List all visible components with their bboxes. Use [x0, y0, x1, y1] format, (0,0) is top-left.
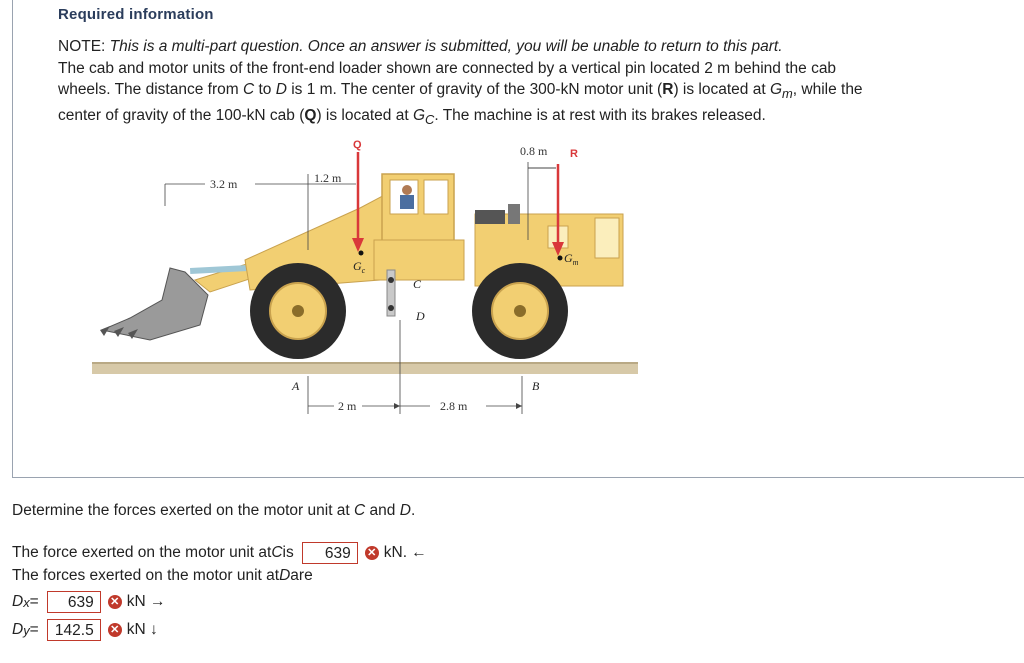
note-sub: m	[782, 86, 793, 102]
note-text: center of gravity of the 100-kN cab (	[58, 106, 305, 124]
question-text	[12, 502, 415, 520]
dim-2m: 2 m	[338, 399, 357, 413]
note-text: . The machine is at rest with its brakes released.	[434, 106, 766, 124]
answer-eq: =	[29, 593, 39, 610]
answer-label: The force exerted on the motor unit at	[12, 544, 272, 561]
answer-sub: x	[23, 594, 30, 610]
note-var: G	[412, 106, 426, 124]
label-Q: Q	[353, 140, 362, 151]
incorrect-icon: ✕	[108, 595, 122, 609]
answer-sub: y	[23, 622, 30, 638]
incorrect-icon: ✕	[365, 546, 379, 560]
dim-1.2m: 1.2 m	[314, 171, 342, 185]
point-B: B	[532, 379, 540, 393]
answer-var: D	[279, 567, 291, 584]
force-c-input[interactable]: 639	[302, 542, 358, 564]
dim-0.8m: 0.8 m	[520, 144, 548, 158]
point-Gc: $G_c$	[353, 259, 366, 275]
answer-label: The forces exerted on the motor unit at	[12, 567, 280, 584]
note-text: wheels. The distance from	[58, 81, 243, 98]
answer-label: is	[282, 544, 294, 561]
note-sub: C	[425, 111, 435, 127]
note-italic: This is a multi-part question. Once an answer is submitted, you will be unable to return to this part.	[109, 38, 783, 55]
note-var: C	[242, 81, 255, 98]
note-bold: R	[662, 81, 674, 98]
problem-statement	[58, 36, 978, 130]
dim-3.2m: 3.2 m	[210, 177, 238, 191]
note-line2: The cab and motor units of the front-end loader shown are connected by a vertical pin located 2 m behind the cab	[58, 59, 837, 77]
dim-2.8m: 2.8 m	[440, 399, 468, 413]
front-end-loader-figure	[90, 140, 650, 430]
question-part: and	[365, 502, 400, 519]
note-lead: NOTE:	[58, 38, 110, 55]
point-Gm: $G_m$	[564, 251, 579, 267]
note-bold: Q	[304, 106, 317, 124]
note-text: , while the	[792, 81, 863, 98]
answer-var: D	[12, 593, 24, 610]
answer-row-c	[12, 542, 427, 564]
question-part: Determine the forces exerted on the motor unit at	[12, 502, 355, 519]
required-information-title: Required information	[58, 6, 214, 23]
answer-unit: kN ↓	[126, 621, 158, 638]
answer-row-d-label	[12, 567, 313, 585]
bucket	[102, 268, 208, 340]
force-dy-input[interactable]: 142.5	[47, 619, 101, 641]
question-var: D	[399, 502, 411, 519]
answer-row-dy	[12, 619, 158, 641]
answer-var: D	[12, 621, 24, 638]
label-R: R	[570, 148, 578, 160]
point-C: C	[413, 277, 422, 291]
rear-wheel	[472, 263, 568, 359]
answer-var: C	[271, 544, 283, 561]
point-A: A	[292, 379, 300, 393]
point-D: D	[416, 309, 425, 323]
note-text: ) is located at	[673, 81, 770, 98]
question-part: .	[410, 502, 416, 519]
note-text: to	[254, 81, 276, 98]
answer-row-dx	[12, 591, 165, 613]
answer-unit: kN →	[126, 593, 166, 610]
answer-eq: =	[29, 621, 39, 638]
incorrect-icon: ✕	[108, 623, 122, 637]
note-var: G	[769, 81, 782, 98]
note-text: ) is located at	[316, 106, 413, 124]
note-text: is 1 m. The center of gravity of the 300-kN motor unit (	[286, 81, 663, 98]
answer-label: are	[290, 567, 313, 584]
force-dx-input[interactable]: 639	[47, 591, 101, 613]
question-var: C	[354, 502, 366, 519]
front-wheel	[250, 263, 346, 359]
note-var: D	[275, 81, 287, 98]
answer-unit: kN. ←	[383, 544, 427, 561]
